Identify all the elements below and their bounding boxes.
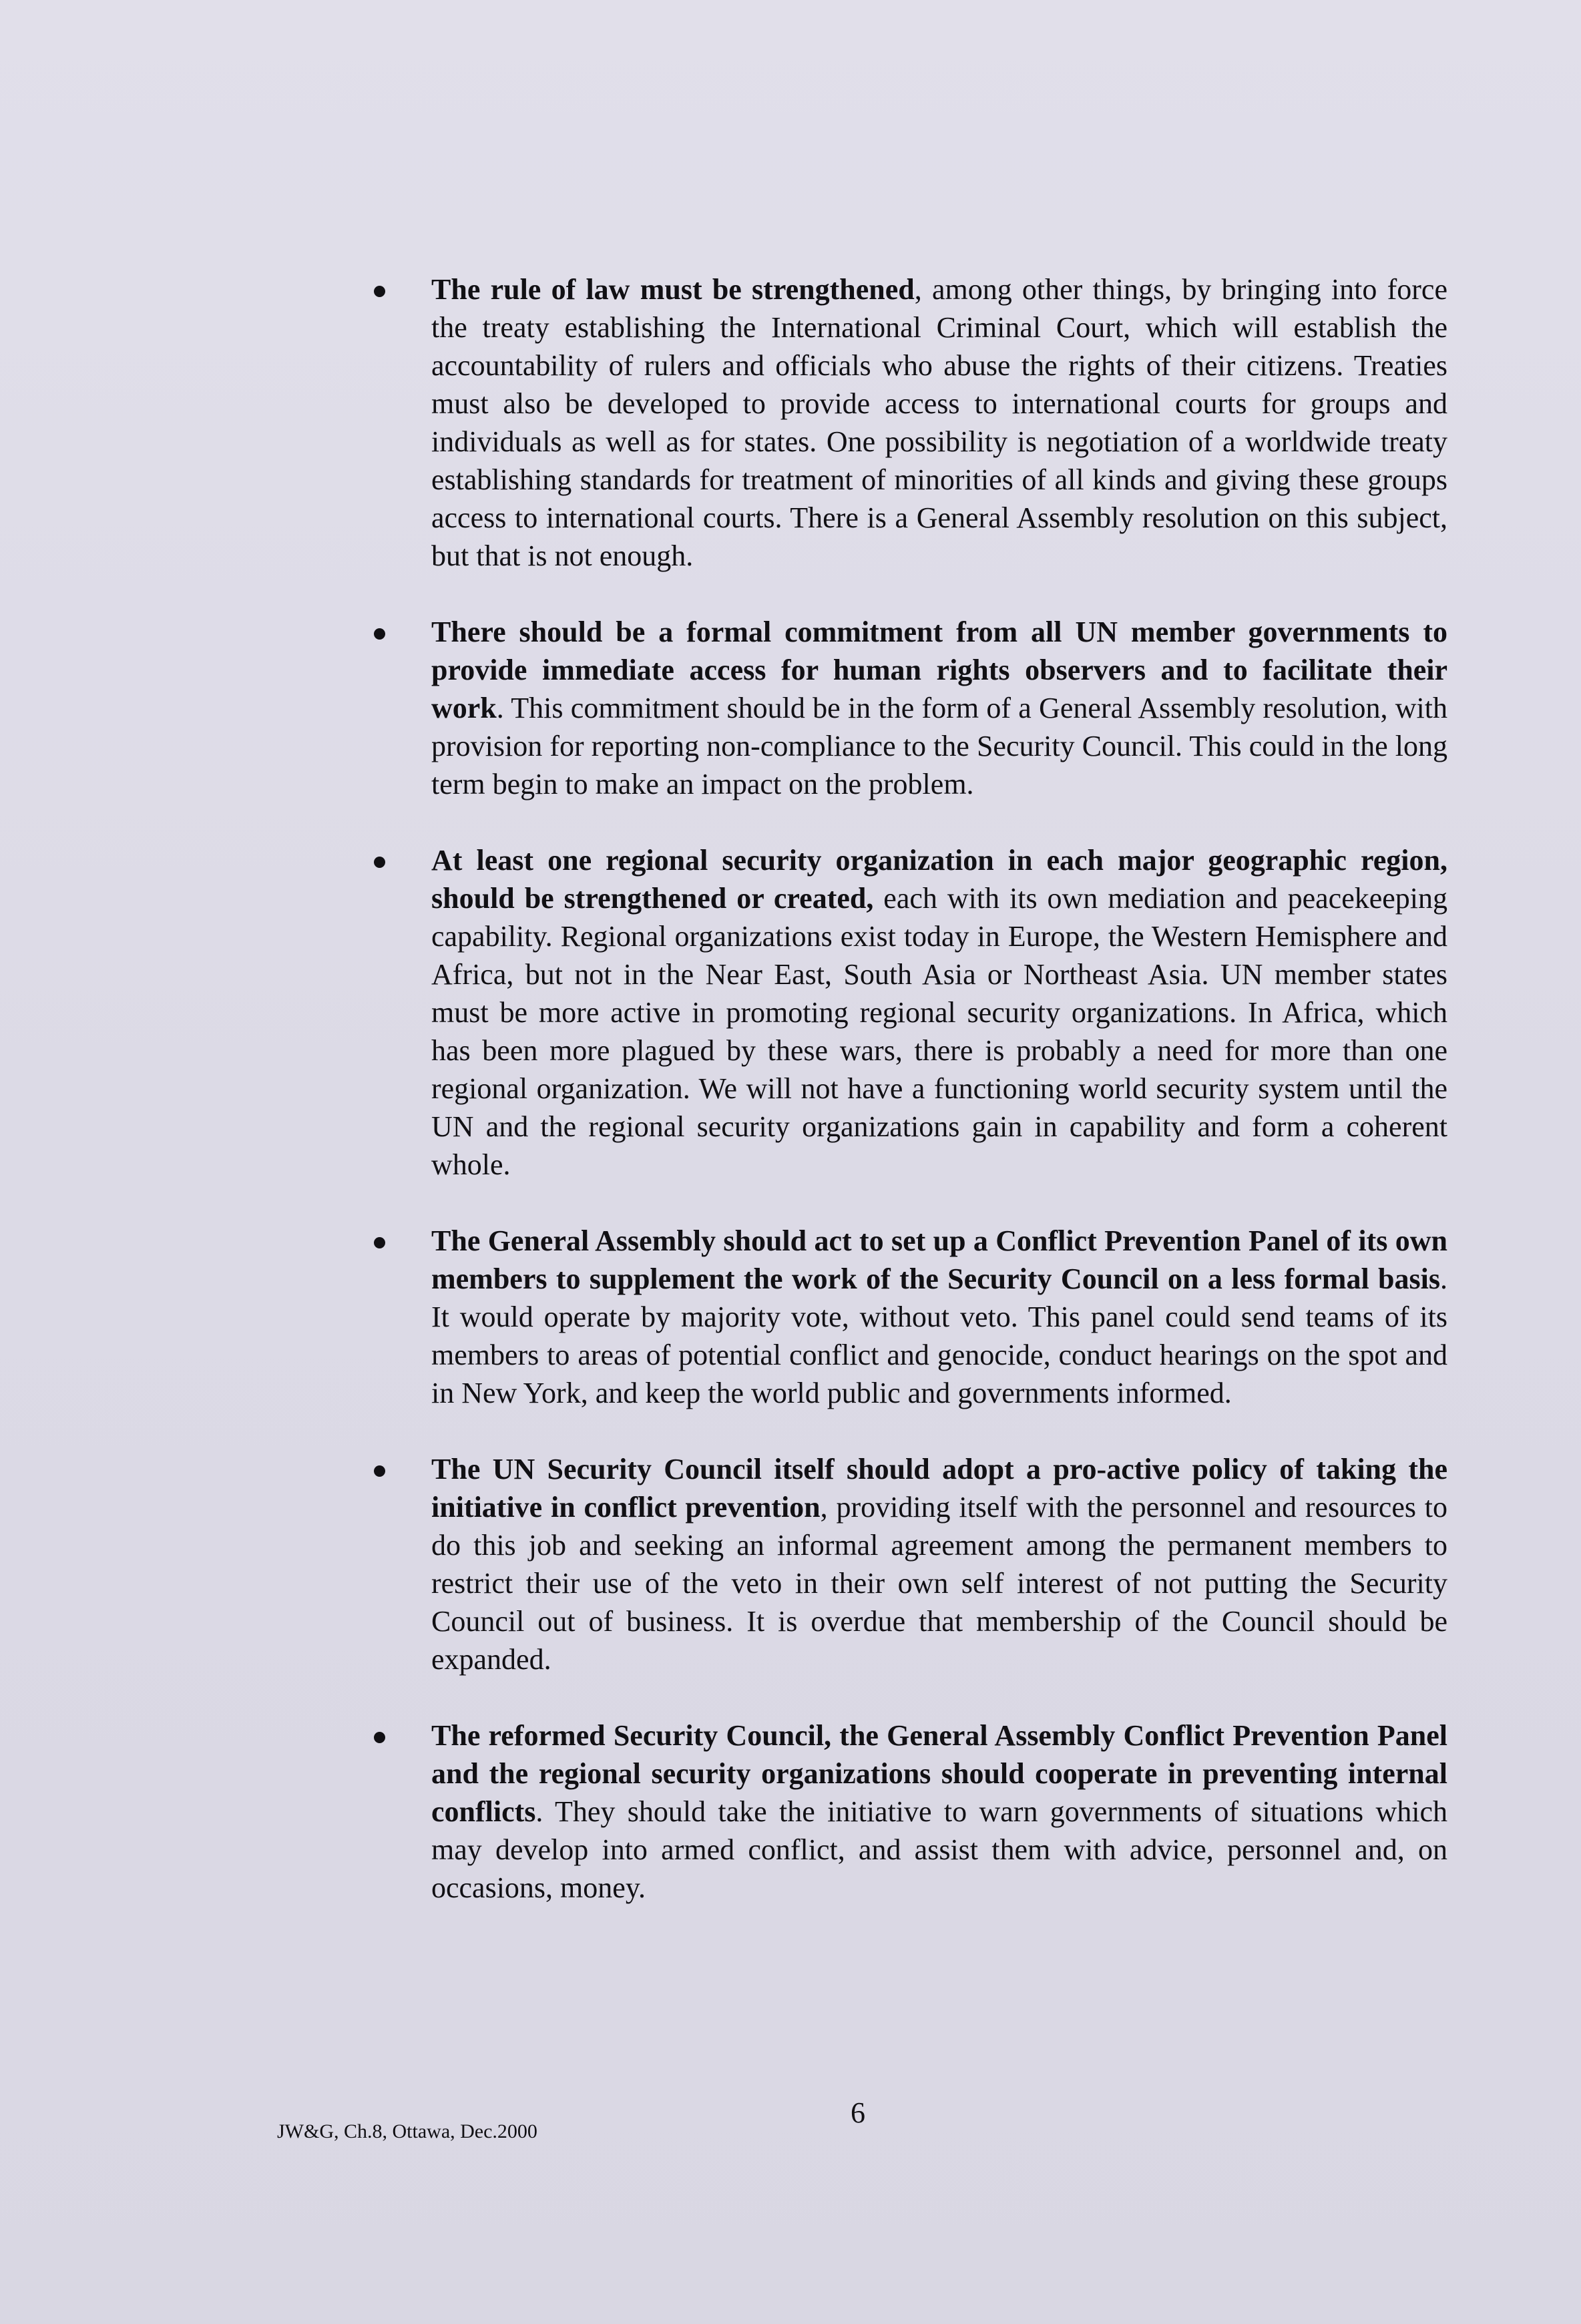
bullet-body-text: , among other things, by bringing into force the treaty establishing the International Criminal Court, which will establish the accountability of rulers and officials who abuse the rights of their citizens. Treaties must also be developed to provide access to international courts for groups and individuals as well as for states. One possibility is negotiation of a worldwide treaty establishing standards for treatment of minorities of all kinds and giving these groups access to international courts. There is a General Assembly resolution on this subject, but that is not enough. [431, 273, 1447, 572]
list-item [374, 613, 1447, 803]
list-item [374, 1716, 1447, 1907]
list-item [374, 1222, 1447, 1412]
list-item [374, 270, 1447, 575]
bullet-icon [374, 1237, 385, 1248]
list-item [374, 841, 1447, 1184]
bullet-body-text: each with its own mediation and peacekeeping capability. Regional organizations exist today in Europe, the Western Hemisphere and Africa, but not in the Near East, South Asia or Northeast Asia. UN member states must be more active in promoting regional security organizations. In Africa, which has been more plagued by these wars, there is probably a need for more than one regional organization. We will not have a functioning world security system until the UN and the regional security organizations gain in capability and form a coherent whole. [431, 882, 1448, 1181]
bullet-lead-text: At least one regional security organization in each major geographic region, should be strengthened or created, [431, 844, 1447, 915]
bullet-icon [374, 1465, 385, 1477]
bullet-body-text: , providing itself with the personnel and resources to do this job and seeking an informal agreement among the permanent members to restrict their use of the veto in their own self interest of not putting the Security Council out of business. It is overdue that membership of the Council should be expanded. [431, 1491, 1448, 1676]
bullet-lead-text: The UN Security Council itself should adopt a pro-active policy of taking the initiative in conflict prevention [431, 1453, 1447, 1524]
recommendations-list [374, 270, 1447, 1907]
bullet-body-text: . This commitment should be in the form of a General Assembly resolution, with provision for reporting non-compliance to the Security Council. This could in the long term begin to make an impact on the problem. [431, 692, 1447, 800]
bullet-icon [374, 286, 385, 297]
bullet-body-text: . They should take the initiative to warn governments of situations which may develop into armed conflict, and assist them with advice, personnel and, on occasions, money. [431, 1795, 1447, 1904]
bullet-lead-text: The General Assembly should act to set up a Conflict Prevention Panel of its own members to supplement the work of the Security Council on a less formal basis [431, 1224, 1447, 1295]
bullet-lead-text: There should be a formal commitment from all UN member governments to provide immediate access for human rights observers and to facilitate their work [431, 616, 1447, 724]
bullet-icon [374, 857, 385, 868]
footer-reference: JW&G, Ch.8, Ottawa, Dec.2000 [277, 2120, 537, 2142]
page-number: 6 [851, 2096, 865, 2129]
bullet-icon [374, 628, 385, 640]
bullet-lead-text: The reformed Security Council, the General Assembly Conflict Prevention Panel and the regional security organizations should cooperate in preventing internal conflicts [431, 1719, 1447, 1828]
bullet-icon [374, 1732, 385, 1743]
bullet-lead-text: The rule of law must be strengthened [431, 273, 915, 306]
list-item [374, 1450, 1447, 1678]
bullet-body-text: . It would operate by majority vote, without veto. This panel could send teams of its members to areas of potential conflict and genocide, conduct hearings on the spot and in New York, and keep the world public and governments informed. [431, 1262, 1447, 1409]
